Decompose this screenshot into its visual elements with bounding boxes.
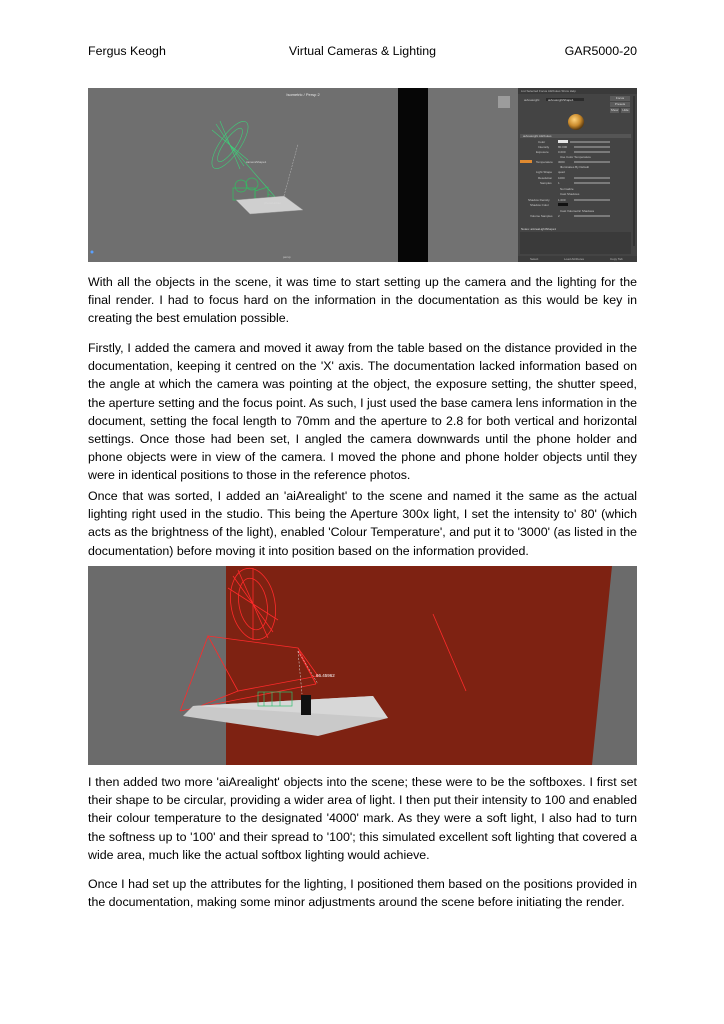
attr-value-intensity[interactable]: 80.000 — [558, 145, 568, 149]
attr-cast-volumetric-shadows[interactable]: Cast Volumetric Shadows — [560, 209, 595, 213]
attr-normalize[interactable]: Normalize — [560, 187, 574, 191]
resolution-slider[interactable] — [574, 177, 610, 179]
attr-value-resolution[interactable]: 1000 — [558, 176, 565, 180]
attr-label-exposure: Exposure — [536, 150, 549, 154]
paragraph-softboxes: I then added two more 'aiArealight' objects into the scene; these were to be the softboxes. I first set their shape to be circular, providing a wider area of light. I then put their intensity to 100 and enabled their colour temperature to the designated '4000' mark. As they were a soft light, I also had to turn the softness up to '100' and their spread to '100'; this simulated excellent soft lighting that covered a wide area, much like the actual softbox lighting would achieve. — [88, 775, 637, 862]
temperature-highlight — [520, 160, 532, 163]
page-header — [88, 44, 637, 62]
attr-value-temperature[interactable]: 3000 — [558, 160, 565, 164]
paragraph-intro: With all the objects in the scene, it was time to start setting up the camera and the lighting for the final render. I had to focus hard on the information in the documentation as this would be key in creating the best emulation possible. — [88, 275, 637, 326]
attr-value-samples[interactable]: 1 — [558, 181, 560, 185]
focus-button[interactable]: Focus — [610, 96, 630, 101]
header-title: Virtual Cameras & Lighting — [288, 44, 437, 58]
presets-button[interactable]: Presets — [610, 102, 630, 107]
object-label: phoneHolder — [264, 201, 282, 205]
viewport-title: Isometric / Persp 2 — [286, 92, 320, 97]
editor-footer — [518, 256, 637, 262]
exposure-slider[interactable] — [574, 151, 610, 153]
load-attributes-button[interactable]: Load Attributes — [564, 257, 585, 261]
attr-label-shadow-color: Shadow Color — [530, 203, 549, 207]
samples-slider[interactable] — [574, 182, 610, 184]
temperature-slider[interactable] — [574, 161, 610, 163]
editor-menu[interactable]: List Selected Focus Attributes Show Help — [518, 88, 637, 94]
phone-object — [301, 695, 311, 715]
maya-viewport-screenshot — [88, 88, 637, 262]
viewport-footer: persp — [283, 255, 291, 259]
shadow-density-slider[interactable] — [574, 199, 610, 201]
attr-label-light-shape: Light Shape — [536, 170, 553, 174]
attr-label-volume-samples: Volume Samples — [530, 214, 553, 218]
shadow-color-swatch[interactable] — [558, 203, 568, 206]
attr-label-temperature: Temperature — [536, 160, 553, 164]
paragraph-key-light: Once that was sorted, I added an 'aiArealight' to the scene and named it the same as the actual lighting right used in the studio. This being the Aperture 300x light, I set the intensity to' 80' (which acts as the brightness of the light), enabled 'Colour Temperature', and put it to '3000' (as listed in the documentation) before moving it into position based on the information provided. — [88, 489, 637, 558]
red-backdrop-plane — [226, 566, 612, 765]
paragraph-positioning: Once I had set up the attributes for the lighting, I positioned them based on the positions provided in the documentation, making some minor adjustments around the scene before initiating the render. — [88, 877, 637, 910]
attr-cast-shadows[interactable]: Cast Shadows — [560, 192, 580, 196]
hide-button[interactable]: Hide — [622, 108, 629, 112]
notes-label: Notes: aiAreaLightShape1 — [521, 227, 557, 231]
copy-tab-button[interactable]: Copy Tab — [610, 257, 623, 261]
attribute-editor-panel — [518, 88, 637, 262]
camera-label: cameraShape1 — [246, 160, 267, 164]
lighting-scene — [88, 566, 637, 765]
notes-field[interactable] — [520, 232, 631, 254]
light-sphere-swatch-icon — [566, 112, 586, 132]
attr-illuminates-by-default[interactable]: Illuminates By Default — [560, 165, 590, 169]
viewcube-icon[interactable] — [498, 96, 510, 108]
color-swatch[interactable] — [558, 140, 568, 143]
attr-label-color: Color — [538, 140, 546, 144]
attr-value-volume-samples[interactable]: 2 — [558, 214, 560, 218]
intensity-slider[interactable] — [574, 146, 610, 148]
editor-scrollbar[interactable] — [633, 96, 635, 246]
dark-wall-plane — [398, 88, 428, 262]
color-slider[interactable] — [570, 141, 610, 143]
attr-value-light-shape[interactable]: quad — [558, 170, 565, 174]
attr-use-color-temperature[interactable]: Use Color Temperature — [560, 155, 591, 159]
attr-label-shadow-density: Shadow Density — [528, 198, 550, 202]
attr-label-resolution: Resolution — [538, 176, 553, 180]
node-name-value: aiAreaLightShape1 — [548, 98, 574, 102]
attr-label-intensity: Intensity — [538, 145, 550, 149]
viewport-scene — [88, 88, 518, 262]
select-button[interactable]: Select — [530, 257, 539, 261]
attr-value-exposure[interactable]: 0.000 — [558, 150, 566, 154]
volume-samples-slider[interactable] — [574, 215, 610, 217]
header-author: Fergus Keogh — [88, 44, 166, 58]
paragraph-camera-setup: Firstly, I added the camera and moved it away from the table based on the distance provided in the documentation, keeping it centred on the 'X' axis. The documentation lacked information based on the angle at which the camera was pointing at the object, the exposure setting, the shutter speed, the aperture setting and the focus point. As such, I just used the base camera lens information in the document, setting the focal length to 70mm and the aperture to 2.8 for both vertical and horizontal settings. Once those had been set, I angled the camera downwards until the phone holder and phone objects were in view of the camera. I moved the phone and phone holder objects until they were in identical positions to those in the reference photos. — [88, 341, 637, 483]
show-button[interactable]: Show — [610, 108, 619, 112]
attributes-section-header[interactable]: aiAreaLight Attributes — [520, 134, 631, 138]
lighting-viewport-screenshot — [88, 566, 637, 765]
attr-label-samples: Samples — [540, 181, 552, 185]
distance-measure-label: 66.45962 — [316, 673, 335, 678]
header-module-code: GAR5000-20 — [564, 44, 637, 58]
attr-value-shadow-density[interactable]: 1.000 — [558, 198, 566, 202]
node-name-label: aiAreaLight: — [524, 98, 541, 102]
